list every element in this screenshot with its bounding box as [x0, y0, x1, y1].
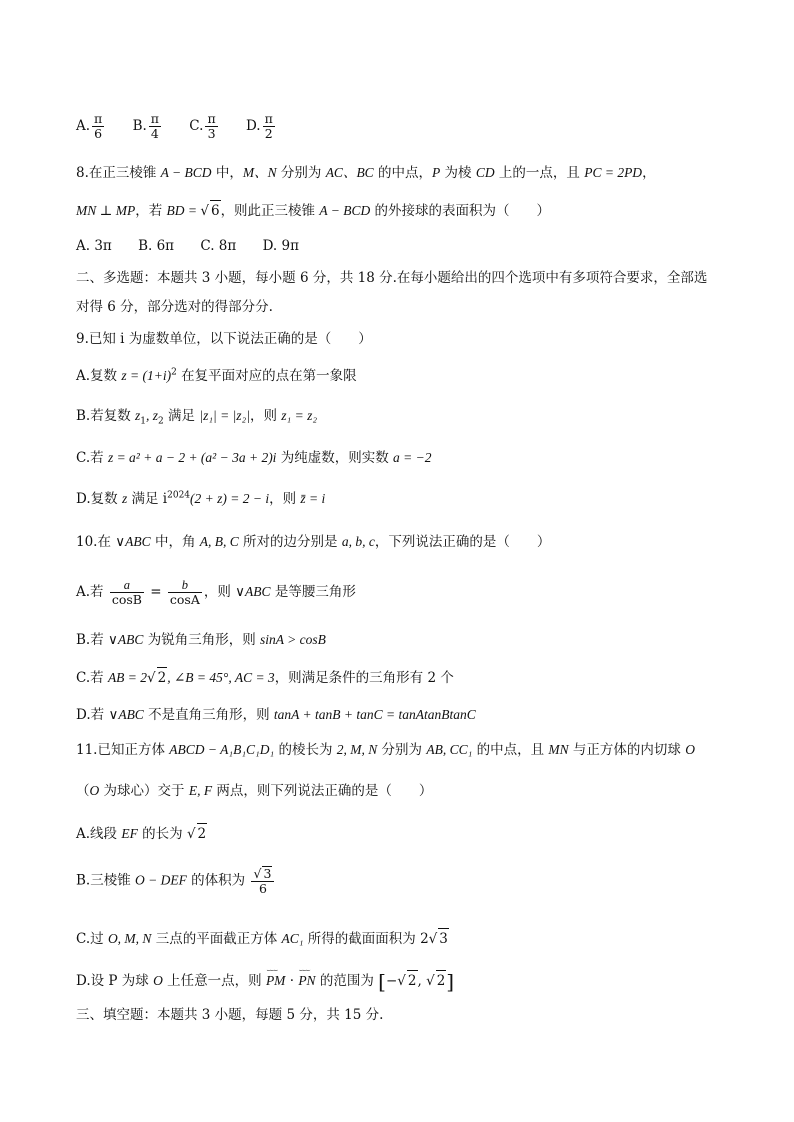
q7-options — [76, 112, 299, 141]
q9-option-c: C.若 z = a² + a − 2 + (a² − 3a + 2)i 为纯虚数，则实数 a = −2 — [76, 450, 432, 466]
section2-heading-line1: 二、多选题：本题共 3 小题，每小题 6 分，共 18 分.在每小题给出的四个选项中有多项符合要求，全部选 — [76, 270, 708, 286]
q11-option-d: D.设 P 为球 O 上任意一点，则 ⌣⌣⌣ PM · ⌣⌣⌣ PN 的范围为 [−√ 2, √ 2] — [76, 970, 454, 992]
q8-option-a: A. 3π — [76, 238, 112, 254]
q7-option-c: C. $\frac{\pi}{3}$ — [189, 111, 216, 141]
q9-option-b: B.若复数 $z_1$, $z_2$ 满足 |z₁| = |z₂|，则 z₁ = z₂ — [76, 408, 318, 427]
q9-stem: 9.已知 i 为虚数单位，以下说法正确的是（ ） — [76, 331, 372, 347]
section3-heading: 三、填空题：本题共 3 小题，每题 5 分，共 15 分. — [76, 1007, 384, 1023]
q8-options — [76, 236, 321, 256]
q10-option-d: D.若 ∨ABC 不是直角三角形，则 tanA + tanB + tanC = tanAtanBtanC — [76, 707, 476, 723]
q10-option-b: B.若 ∨ABC 为锐角三角形，则 sinA > cosB — [76, 632, 326, 648]
q8-option-d: D. 9π — [262, 238, 299, 254]
vector-pn: ⌣⌣⌣ PN — [298, 971, 315, 991]
q11-stem-line1: 11.已知正方体 ABCD − A₁B₁C₁D₁ 的棱长为 2, M, N 分别为 AB, CC₁ 的中点，且 MN 与正方体的内切球 O — [76, 742, 695, 758]
q9-option-a: A.复数 $z = (1+i)^2$ 在复平面对应的点在第一象限 — [76, 367, 357, 384]
section2-heading-line2: 对得 6 分，部分选对的得部分分. — [76, 299, 273, 315]
q7-option-b: B. $\frac{\pi}{4}$ — [132, 111, 159, 141]
q11-stem-line2: （O 为球心）交于 E, F 两点，则下列说法正确的是（ ） — [76, 783, 433, 799]
q11-option-c: C.过 O, M, N 三点的平面截正方体 AC₁ 所得的截面面积为 2√ 3 — [76, 928, 449, 949]
q10-stem: 10.在 ∨ABC 中，角 A, B, C 所对的边分别是 a, b, c，下列说法正确的是（ ） — [76, 534, 551, 550]
q8-stem-line2: MN ⊥ MP，若 BD = √ 6，则此正三棱锥 A − BCD 的外接球的表面积为（ ） — [76, 200, 550, 221]
q8-stem-line1: 8.在正三棱锥 A − BCD 中，M、N 分别为 AC、BC 的中点，P 为棱 CD 上的一点，且 PC = 2PD， — [76, 165, 656, 181]
q10-option-a: A.若 $\frac{a}{\cos B}$ = $\frac{b}{\cos A}$ ，则 ∨ABC 是等腰三角形 — [76, 578, 356, 607]
q7-option-d: D. $\frac{\pi}{2}$ — [245, 111, 273, 141]
q11-option-a: A.线段 EF 的长为 √ 2 — [76, 823, 207, 844]
q8-option-b: B. 6π — [138, 238, 175, 254]
q9-option-d: D.复数 z 满足 $i^{2024}(2 + z) = 2 - i$，则 z̄ = i — [76, 490, 326, 507]
q7-option-a: A. $\frac{\pi}{6}$ — [76, 111, 103, 141]
vector-pm: ⌣⌣⌣ PM — [266, 971, 286, 991]
q11-option-b: B.三棱锥 O − DEF 的体积为 $\frac{√ 3}{6}$ — [76, 866, 276, 896]
q8-option-c: C. 8π — [200, 238, 237, 254]
q10-option-c: C.若 AB = 2√ 2, ∠B = 45°, AC = 3，则满足条件的三角形有 2 个 — [76, 667, 454, 688]
